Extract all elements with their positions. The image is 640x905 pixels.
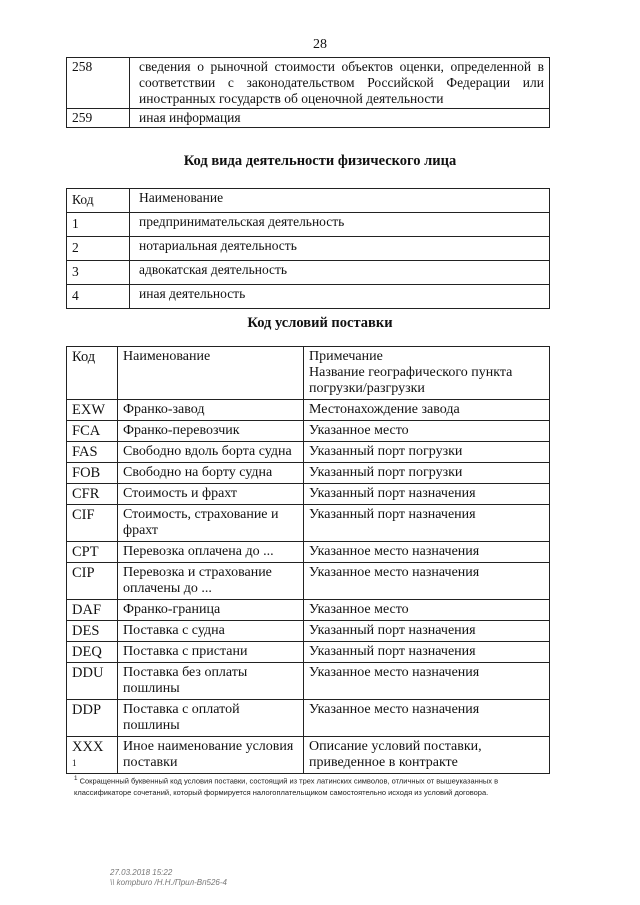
- code-cell: CPT: [67, 542, 118, 563]
- header-note-title: Примечание: [309, 349, 383, 364]
- code-cell: FAS: [67, 442, 118, 463]
- name-cell: нотариальная деятельность: [130, 237, 550, 261]
- code-cell: DAF: [67, 600, 118, 621]
- table-row: [67, 463, 550, 484]
- note-cell: Местонахождение завода: [304, 400, 550, 421]
- header-name: Наименование: [118, 347, 304, 400]
- table-row: [67, 663, 550, 700]
- code-cell: FCA: [67, 421, 118, 442]
- note-cell: Указанное место: [304, 421, 550, 442]
- code-cell: EXW: [67, 400, 118, 421]
- section-title-activity-code: Код вида деятельности физического лица: [183, 153, 457, 169]
- note-cell: Указанное место назначения: [304, 700, 550, 737]
- name-cell: иная деятельность: [130, 285, 550, 309]
- note-cell: Указанный порт назначения: [304, 484, 550, 505]
- code-text: XXX: [72, 739, 104, 755]
- table-header-row: [67, 347, 550, 400]
- code-cell: DDU: [67, 663, 118, 700]
- header-code: Код: [67, 347, 118, 400]
- name-cell: Перевозка и страхование оплачены до ...: [118, 563, 304, 600]
- section-title-delivery-terms: Код условий поставки: [247, 315, 393, 331]
- code-cell: 2: [67, 237, 130, 261]
- note-cell: Указанный порт назначения: [304, 642, 550, 663]
- table-row: [67, 442, 550, 463]
- name-cell: Франко-завод: [118, 400, 304, 421]
- footnote-text: Сокращенный буквенный код условия поставки, состоящий из трех латинских символов, отличных от вышеуказанных в классификаторе сочетаний, который формируется налогоплательщиком самостоятельно исходя из условий договора.: [74, 776, 499, 797]
- activity-code-table: [66, 188, 550, 309]
- description-cell: иная информация: [130, 109, 550, 128]
- header-code: Код: [67, 189, 130, 213]
- name-cell: Поставка с судна: [118, 621, 304, 642]
- footnote: [74, 773, 544, 798]
- table-row: [67, 600, 550, 621]
- table-row: [67, 421, 550, 442]
- table-header-row: [67, 189, 550, 213]
- code-cell: CIP: [67, 563, 118, 600]
- code-cell: 3: [67, 261, 130, 285]
- name-cell: Франко-граница: [118, 600, 304, 621]
- code-cell: DES: [67, 621, 118, 642]
- table-row: [67, 563, 550, 600]
- table-row: [67, 621, 550, 642]
- code-cell: CFR: [67, 484, 118, 505]
- note-cell: Описание условий поставки, приведенное в контракте: [304, 737, 550, 774]
- name-cell: Свободно вдоль борта судна: [118, 442, 304, 463]
- table-row: [67, 737, 550, 774]
- footnote-reference: 1: [72, 758, 77, 768]
- code-cell: 1: [67, 213, 130, 237]
- page-number: 28: [313, 37, 327, 52]
- table-row: [67, 642, 550, 663]
- name-cell: Стоимость и фрахт: [118, 484, 304, 505]
- document-stamp: [110, 868, 227, 888]
- table-row: [67, 109, 550, 128]
- name-cell: предпринимательская деятельность: [130, 213, 550, 237]
- table-row: [67, 542, 550, 563]
- code-cell: 258: [67, 58, 130, 109]
- note-cell: Указанный порт погрузки: [304, 442, 550, 463]
- name-cell: Свободно на борту судна: [118, 463, 304, 484]
- table-row: [67, 237, 550, 261]
- name-cell: Стоимость, страхование и фрахт: [118, 505, 304, 542]
- header-note-subtitle: Название географического пункта погрузки/разгрузки: [309, 365, 513, 396]
- table-row: [67, 484, 550, 505]
- code-cell: [67, 737, 118, 774]
- name-cell: Поставка с пристани: [118, 642, 304, 663]
- footnote-marker: 1: [74, 775, 78, 782]
- header-name: Наименование: [130, 189, 550, 213]
- information-codes-table: [66, 57, 550, 128]
- table-row: [67, 58, 550, 109]
- stamp-date: 27.03.2018 15:22: [110, 868, 173, 877]
- code-cell: DEQ: [67, 642, 118, 663]
- table-row: [67, 700, 550, 737]
- code-cell: 4: [67, 285, 130, 309]
- code-cell: 259: [67, 109, 130, 128]
- delivery-terms-table: [66, 346, 550, 774]
- code-cell: DDP: [67, 700, 118, 737]
- table-row: [67, 261, 550, 285]
- stamp-path: \\ kompburo /Н.Н./Прил-Вп526-4: [110, 878, 227, 887]
- note-cell: Указанный порт назначения: [304, 621, 550, 642]
- table-row: [67, 285, 550, 309]
- note-cell: Указанный порт назначения: [304, 505, 550, 542]
- note-cell: Указанное место: [304, 600, 550, 621]
- note-cell: Указанный порт погрузки: [304, 463, 550, 484]
- code-cell: FOB: [67, 463, 118, 484]
- header-note: [304, 347, 550, 400]
- name-cell: Перевозка оплачена до ...: [118, 542, 304, 563]
- name-cell: Иное наименование условия поставки: [118, 737, 304, 774]
- note-cell: Указанное место назначения: [304, 663, 550, 700]
- note-cell: Указанное место назначения: [304, 542, 550, 563]
- name-cell: Поставка без оплаты пошлины: [118, 663, 304, 700]
- code-cell: CIF: [67, 505, 118, 542]
- name-cell: Поставка с оплатой пошлины: [118, 700, 304, 737]
- note-cell: Указанное место назначения: [304, 563, 550, 600]
- table-row: [67, 400, 550, 421]
- description-cell: сведения о рыночной стоимости объектов оценки, определенной в соответствии с законодательством Российской Федерации или иностранных государств об оценочной деятельности: [130, 58, 550, 109]
- table-row: [67, 213, 550, 237]
- name-cell: Франко-перевозчик: [118, 421, 304, 442]
- table-row: [67, 505, 550, 542]
- name-cell: адвокатская деятельность: [130, 261, 550, 285]
